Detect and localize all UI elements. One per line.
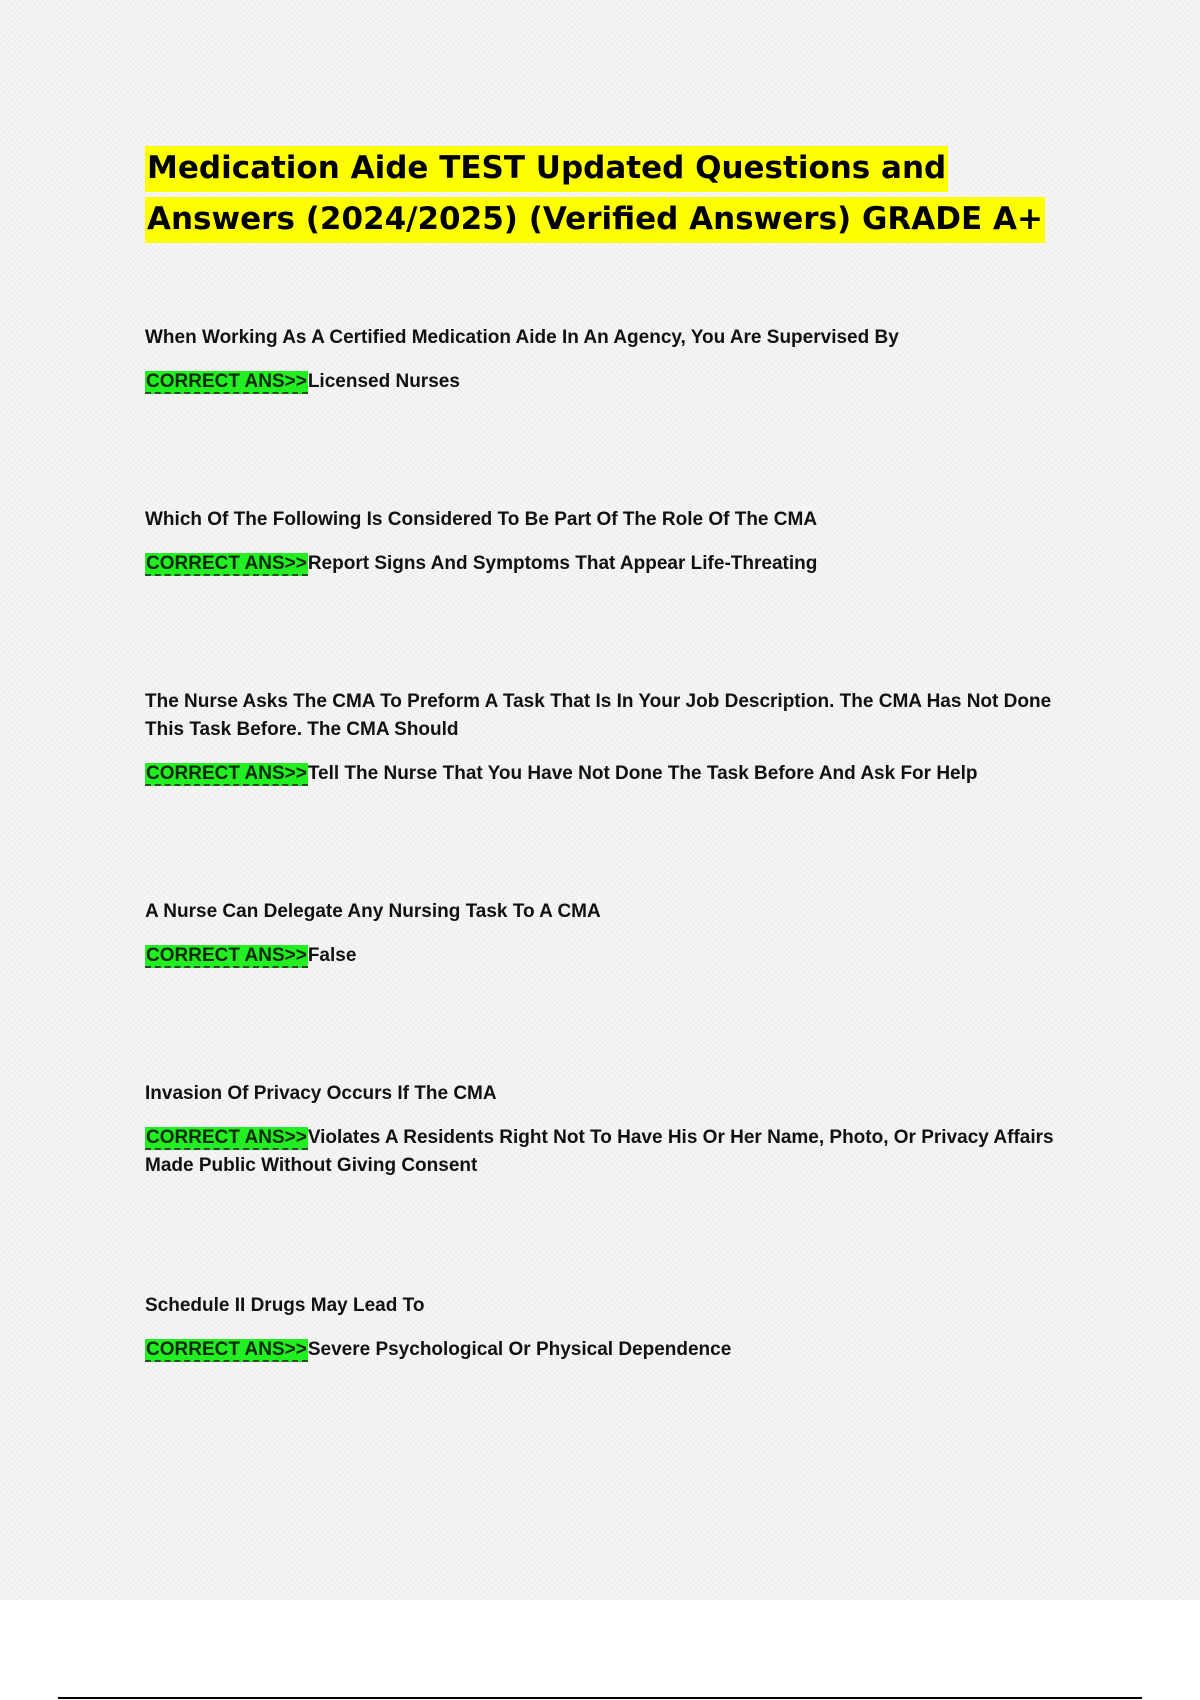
answer-line	[145, 550, 1065, 578]
qa-item-1	[145, 324, 1065, 396]
question-text: The Nurse Asks The CMA To Preform A Task That Is In Your Job Description. The CMA Has Not Done This Task Before. The CMA Should	[145, 691, 1052, 740]
title-line-1: Medication Aide TEST Updated Questions and	[145, 146, 948, 192]
correct-answer-tag: CORRECT ANS>>	[146, 1127, 307, 1148]
answer-line	[145, 942, 1065, 970]
answer-text: Severe Psychological Or Physical Dependence	[307, 1339, 732, 1360]
correct-answer-tag: CORRECT ANS>>	[146, 553, 307, 574]
qa-item-6	[145, 1292, 1065, 1364]
question-text: Which Of The Following Is Considered To Be Part Of The Role Of The CMA	[145, 509, 818, 530]
answer-line	[145, 1124, 1065, 1180]
answer-text: False	[307, 945, 357, 966]
page-bottom-rule	[58, 1697, 1142, 1699]
question-text: Invasion Of Privacy Occurs If The CMA	[145, 1083, 497, 1104]
document-title	[145, 143, 1095, 245]
answer-text: Report Signs And Symptoms That Appear Life-Threating	[307, 553, 818, 574]
answer-text: Licensed Nurses	[307, 371, 460, 392]
correct-answer-tag: CORRECT ANS>>	[146, 945, 307, 966]
qa-item-4	[145, 898, 1065, 970]
correct-answer-tag: CORRECT ANS>>	[146, 1339, 307, 1360]
question-text: Schedule II Drugs May Lead To	[145, 1295, 425, 1316]
answer-text: Violates A Residents Right Not To Have His Or Her Name, Photo, Or Privacy Affairs Made Public Without Giving Consent	[145, 1127, 1054, 1176]
qa-item-5	[145, 1080, 1065, 1180]
correct-answer-tag: CORRECT ANS>>	[146, 371, 307, 392]
correct-answer-tag: CORRECT ANS>>	[146, 763, 307, 784]
qa-item-3	[145, 688, 1065, 788]
answer-line	[145, 368, 1065, 396]
question-text: A Nurse Can Delegate Any Nursing Task To A CMA	[145, 901, 601, 922]
answer-line	[145, 760, 1065, 788]
qa-item-2	[145, 506, 1065, 578]
question-text: When Working As A Certified Medication Aide In An Agency, You Are Supervised By	[145, 327, 899, 348]
title-line-2: Answers (2024/2025) (Verified Answers) GRADE A+	[145, 197, 1045, 243]
answer-text: Tell The Nurse That You Have Not Done The Task Before And Ask For Help	[307, 763, 978, 784]
answer-line	[145, 1336, 1065, 1364]
